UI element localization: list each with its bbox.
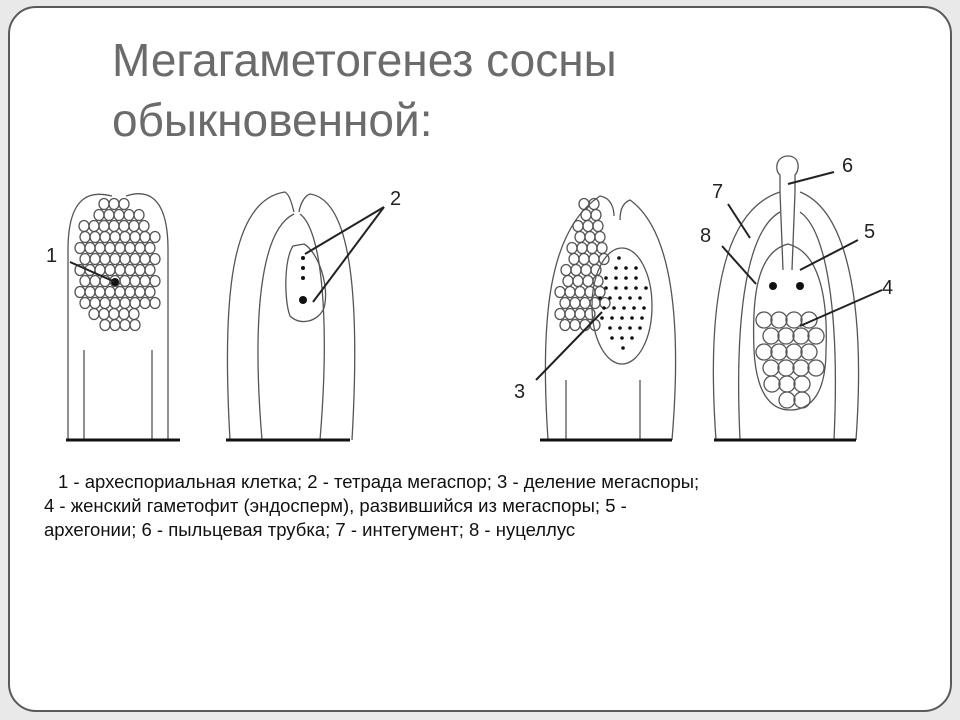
megaspore-nucleus [640, 316, 644, 320]
nucellus-cell [581, 265, 591, 276]
megaspore-nucleus [622, 306, 626, 310]
nucellus-cell [110, 254, 120, 265]
nucellus-cell [579, 199, 589, 210]
megaspore-nucleus [634, 286, 638, 290]
endosperm-cell [794, 392, 810, 408]
megaspore-nuclei [598, 256, 648, 350]
nucellus-cell [120, 320, 130, 331]
archegonium-nucleus [769, 282, 777, 290]
nucellus-cell [75, 287, 85, 298]
tetrad-cell [286, 244, 326, 322]
megaspore-nucleus [620, 316, 624, 320]
megaspore-nucleus [604, 286, 608, 290]
title-line-2: обыкновенной: [112, 94, 433, 146]
nucellus-cell [95, 287, 105, 298]
caption-line-2: 4 - женский гаметофит (эндосперм), развившийся из мегаспоры; 5 - [44, 495, 627, 516]
stage-3-ovule [540, 196, 676, 440]
nucellus-cell [570, 320, 580, 331]
megaspore-nucleus [612, 306, 616, 310]
nucellus-cell [100, 232, 110, 243]
nucellus-cell [130, 276, 140, 287]
nucellus-cell [129, 221, 139, 232]
nucellus-cell [597, 243, 607, 254]
nucellus-cell [145, 243, 155, 254]
nucellus-cell [150, 232, 160, 243]
nucellus-cell [75, 243, 85, 254]
nucellus-cell [130, 298, 140, 309]
nucellus-cell [79, 221, 89, 232]
megaspore-nucleus [642, 306, 646, 310]
endosperm-cell [764, 376, 780, 392]
nucellus-cell [80, 232, 90, 243]
nucellus-cell [589, 254, 599, 265]
megaspore-nucleus [630, 336, 634, 340]
nucellus-cell [109, 309, 119, 320]
nucellus-cell [125, 243, 135, 254]
nucellus-cell [593, 221, 603, 232]
nucellus-cell [595, 287, 605, 298]
nucellus-cell [560, 298, 570, 309]
nucellus-cell [90, 232, 100, 243]
nucellus-cell [95, 243, 105, 254]
endosperm-cell [786, 344, 802, 360]
endosperm-cell [756, 312, 772, 328]
label-6: 6 [842, 155, 854, 177]
nucellus-cell [570, 298, 580, 309]
archegonium-nucleus [796, 282, 804, 290]
nucellus-cell [85, 243, 95, 254]
nucellus-cell [129, 309, 139, 320]
nucellus-cell [90, 276, 100, 287]
endosperm-cell [808, 328, 824, 344]
megaspore-nucleus [610, 336, 614, 340]
label-2: 2 [390, 188, 402, 210]
nucellus-cell [573, 221, 583, 232]
stage-1-ovule [66, 194, 180, 440]
nucellus-cell [150, 298, 160, 309]
stage-4-ovule [713, 156, 858, 440]
label-5: 5 [864, 221, 876, 243]
endosperm-cells [756, 312, 824, 408]
megaspore-nucleus [628, 326, 632, 330]
label-1: 1 [46, 245, 58, 267]
nucellus-cell [575, 309, 585, 320]
nucellus-cell [140, 254, 150, 265]
nucellus-cell [94, 210, 104, 221]
nucellus-cell [135, 265, 145, 276]
nucellus-cell [145, 265, 155, 276]
nucellus-cell [90, 254, 100, 265]
megaspore-nucleus [630, 316, 634, 320]
endosperm-cell [763, 328, 779, 344]
endosperm-cell [779, 376, 795, 392]
nucellus-cell [105, 287, 115, 298]
nucellus-cell [109, 221, 119, 232]
megaspore-nucleus [598, 296, 602, 300]
nucellus-cell [561, 265, 571, 276]
nucellus-cell [577, 243, 587, 254]
nuclei [111, 256, 804, 304]
megaspore-nucleus [618, 326, 622, 330]
caption-line-1: 1 - археспориальная клетка; 2 - тетрада мегаспор; 3 - деление мегаспоры; [58, 471, 700, 492]
nucellus-cell [120, 276, 130, 287]
nucellus-cell [130, 320, 140, 331]
nucellus-cell [567, 243, 577, 254]
nucellus-cell [119, 221, 129, 232]
nucellus-cell [99, 199, 109, 210]
nucellus-cell [80, 254, 90, 265]
nucellus-cell [99, 221, 109, 232]
number-labels [46, 155, 893, 403]
nucellus-cell [565, 287, 575, 298]
nucellus-cell [560, 320, 570, 331]
endosperm-cell [801, 344, 817, 360]
nucellus-cell [115, 243, 125, 254]
megaspore-nucleus [634, 276, 638, 280]
nucellus-cell [99, 309, 109, 320]
caption-line-3: архегонии; 6 - пыльцевая трубка; 7 - интегумент; 8 - нуцеллус [44, 519, 576, 540]
megaspore-nucleus [634, 266, 638, 270]
nucellus-cell [150, 254, 160, 265]
nucellus-cell [135, 243, 145, 254]
nucellus-cell [579, 254, 589, 265]
nucellus-cell [585, 309, 595, 320]
tetrad-nucleus [301, 266, 305, 270]
megaspore-nucleus [638, 296, 642, 300]
endosperm-cell [779, 392, 795, 408]
nucellus-cell [580, 298, 590, 309]
nucellus-cell [89, 309, 99, 320]
nucellus-cell [595, 232, 605, 243]
nucellus-cell [140, 276, 150, 287]
nucellus-cell [119, 199, 129, 210]
nucellus-cell [555, 309, 565, 320]
nucellus-cell [80, 276, 90, 287]
megaspore-nucleus [604, 276, 608, 280]
nucellus-cell [125, 265, 135, 276]
megaspore-nucleus [608, 296, 612, 300]
stage-2-ovule [226, 192, 355, 440]
nucellus-cell [114, 210, 124, 221]
nucellus-cell [591, 210, 601, 221]
label-3: 3 [514, 381, 526, 403]
megaspore-nucleus [624, 266, 628, 270]
nucellus-cell [135, 287, 145, 298]
nucellus-cell [120, 298, 130, 309]
nucellus-cell [585, 232, 595, 243]
nucellus-cell [120, 254, 130, 265]
nucellus-cell [100, 320, 110, 331]
title-line-1: Мегагаметогенез сосны [112, 34, 617, 86]
nucellus-cell [571, 265, 581, 276]
megaspore-nucleus [644, 286, 648, 290]
nucellus-cell [581, 210, 591, 221]
endosperm-cell [793, 328, 809, 344]
pollen-tube-tip [777, 156, 798, 192]
endosperm-cell [763, 360, 779, 376]
legend-caption [44, 470, 904, 542]
megaspore-nucleus [638, 326, 642, 330]
nucellus-cell [110, 298, 120, 309]
endosperm-cell [786, 312, 802, 328]
megaspore-nucleus [618, 296, 622, 300]
megaspore-nucleus [614, 266, 618, 270]
megaspore-nucleus [617, 256, 621, 260]
nucellus-cell [90, 298, 100, 309]
endosperm-cell [756, 344, 772, 360]
nucellus-cell [130, 232, 140, 243]
tetrad-nucleus [299, 296, 307, 304]
megaspore-nucleus [628, 296, 632, 300]
nucellus-cell [134, 210, 144, 221]
nucellus-cell [120, 232, 130, 243]
nucellus-cell [575, 287, 585, 298]
endosperm-cell [771, 344, 787, 360]
nucellus-cell [590, 320, 600, 331]
endosperm-cell [793, 360, 809, 376]
nucellus-cell [145, 287, 155, 298]
megaspore-nucleus [614, 286, 618, 290]
megaspore-nucleus [621, 346, 625, 350]
megaspore-nucleus [614, 276, 618, 280]
nucellus-cell [140, 298, 150, 309]
megaspore-nucleus [608, 326, 612, 330]
megaspore-nucleus [624, 276, 628, 280]
megaspore-nucleus [602, 306, 606, 310]
nucellus-cell [587, 243, 597, 254]
megaspore-nucleus [624, 286, 628, 290]
endosperm-cell [778, 328, 794, 344]
tetrad-nucleus [301, 256, 305, 260]
nucellus-cell [583, 221, 593, 232]
nucellus-cell [124, 210, 134, 221]
nucellus-cell [115, 287, 125, 298]
nucellus-cell [105, 265, 115, 276]
label-4: 4 [882, 277, 894, 299]
nucellus-cell [119, 309, 129, 320]
nucellus-cell [573, 276, 583, 287]
nucellus-cell [125, 287, 135, 298]
nucellus-cell [110, 320, 120, 331]
nucellus-cell [555, 287, 565, 298]
nucellus-cell [100, 254, 110, 265]
nucellus-cell [583, 276, 593, 287]
nucellus-cell [565, 309, 575, 320]
megaspore-nucleus [600, 316, 604, 320]
nucellus-cell [105, 243, 115, 254]
tetrad-nucleus [301, 276, 305, 280]
nucellus-cell [130, 254, 140, 265]
nucellus-cell [115, 265, 125, 276]
label-7: 7 [712, 181, 724, 203]
nucellus-cell [80, 298, 90, 309]
nucellus-cell [109, 199, 119, 210]
nucellus-cell [575, 232, 585, 243]
endosperm-cell [771, 312, 787, 328]
megaspore-nucleus [610, 316, 614, 320]
megaspore-nucleus [620, 336, 624, 340]
nucellus-cell [110, 232, 120, 243]
nucellus-cell [100, 298, 110, 309]
nucellus-cell [85, 287, 95, 298]
nucellus-cell [89, 221, 99, 232]
endosperm-cell [794, 376, 810, 392]
endosperm-cell [778, 360, 794, 376]
nucellus-cell [569, 254, 579, 265]
nucellus-cell [150, 276, 160, 287]
nucellus-cell [139, 221, 149, 232]
label-8: 8 [700, 225, 712, 247]
megaspore-nucleus [632, 306, 636, 310]
nucellus-cells [75, 199, 160, 331]
nucellus-cell [563, 276, 573, 287]
nucellus-cell [140, 232, 150, 243]
endosperm-cell [808, 360, 824, 376]
nucellus-cell [104, 210, 114, 221]
